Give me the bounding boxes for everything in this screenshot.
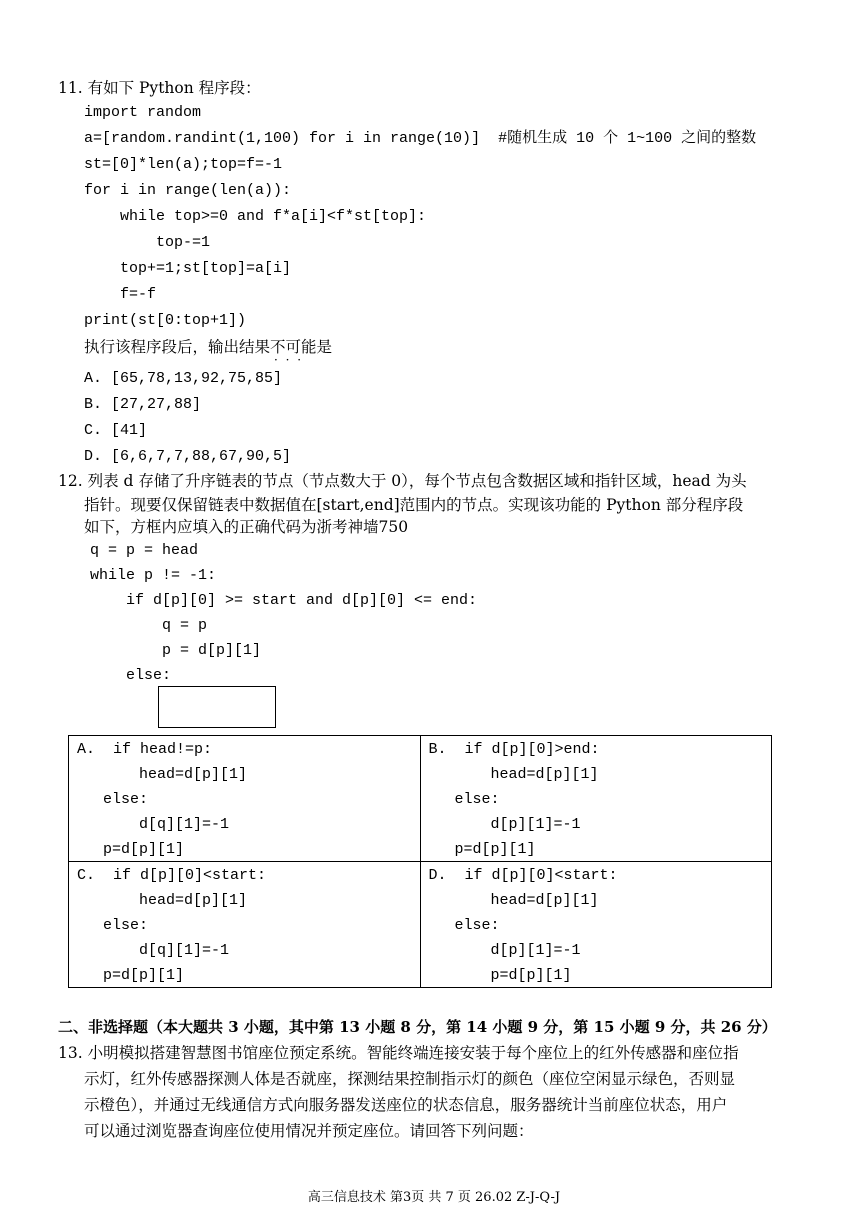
option-line: else: (103, 791, 149, 808)
q11-code-line: top+=1;st[top]=a[i] (84, 260, 292, 277)
option-line: head=d[p][1] (490, 892, 599, 909)
q12-option-d (420, 862, 772, 988)
q12-stem-line: 12. 列表 d 存储了升序链表的节点（节点数大于 0），每个节点包含数据区域和指针区域，head 为头 (58, 472, 747, 490)
q12-code-line: while p != -1: (90, 567, 217, 584)
q12-code-line: p = d[p][1] (90, 642, 262, 659)
q12-stem-line: 指针。现要仅保留链表中数据值在[start,end]范围内的节点。实现该功能的 Python 部分程序段 (84, 496, 744, 514)
q12-options-table (68, 735, 772, 988)
option-line: head=d[p][1] (490, 766, 599, 783)
q11-option-a: A. [65,78,13,92,75,85] (84, 370, 283, 387)
option-line: B. if d[p][0]>end: (428, 741, 600, 758)
q11-question (84, 337, 332, 357)
q12-code-line: q = p = head (90, 542, 199, 559)
option-line: d[p][1]=-1 (490, 942, 581, 959)
q13-line: 可以通过浏览器查询座位使用情况并预定座位。请回答下列问题： (84, 1122, 534, 1140)
q13-line: 13. 小明模拟搭建智慧图书馆座位预定系统。智能终端连接安装于每个座位上的红外传感器和座位指 (58, 1044, 739, 1062)
q11-code-line: while top>=0 and f*a[i]<f*st[top]: (84, 208, 427, 225)
q11-option-c: C. [41] (84, 422, 148, 439)
option-line: D. if d[p][0]<start: (428, 867, 618, 884)
q12-code-line: q = p (90, 617, 208, 634)
option-line: head=d[p][1] (139, 766, 248, 783)
option-line: d[q][1]=-1 (139, 942, 230, 959)
q11-question-prefix: 执行该程序段后，输出结果 (84, 338, 271, 356)
q12-stem-line: 如下，方框内应填入的正确代码为浙考神墙750 (84, 518, 409, 536)
option-line: p=d[p][1] (103, 967, 185, 984)
option-line: p=d[p][1] (103, 841, 185, 858)
option-line: C. if d[p][0]<start: (77, 867, 267, 884)
q11-option-d: D. [6,6,7,7,88,67,90,5] (84, 448, 292, 465)
option-line: else: (454, 917, 500, 934)
q11-question-emphasis: 不可能 · · · (270, 338, 317, 356)
option-line: head=d[p][1] (139, 892, 248, 909)
q12-code-line: if d[p][0] >= start and d[p][0] <= end: (90, 592, 478, 609)
q11-code-line: for i in range(len(a)): (84, 182, 292, 199)
q12-code-line: else: (90, 667, 172, 684)
page-footer: 高三信息技术 第3页 共 7 页 26.02 Z-J-Q-J (307, 1190, 561, 1205)
answer-blank-box (158, 686, 276, 728)
q12-option-b (420, 736, 772, 862)
q11-code-line: f=-f (84, 286, 157, 303)
q11-code-line: print(st[0:top+1]) (84, 312, 247, 329)
q11-code-line: a=[random.randint(1,100) for i in range(10)] #随机生成 10 个 1~100 之间的整数 (84, 130, 757, 147)
q11-option-b: B. [27,27,88] (84, 396, 202, 413)
q13-line: 示橙色），并通过无线通信方式向服务器发送座位的状态信息，服务器统计当前座位状态，用户 (84, 1096, 728, 1114)
option-line: d[p][1]=-1 (490, 816, 581, 833)
q11-code-line: top-=1 (84, 234, 211, 251)
option-line: p=d[p][1] (490, 967, 572, 984)
q11-heading: 11. 有如下 Python 程序段： (58, 79, 261, 97)
q11-code-line: st=[0]*len(a);top=f=-1 (84, 156, 283, 173)
q12-option-a (69, 736, 421, 862)
option-line: else: (454, 791, 500, 808)
section-heading: 二、非选择题（本大题共 3 小题，其中第 13 小题 8 分，第 14 小题 9 分，第 15 小题 9 分，共 26 分） (58, 1018, 777, 1036)
option-line: p=d[p][1] (454, 841, 536, 858)
q12-option-c (69, 862, 421, 988)
q11-question-suffix: 是 (316, 338, 333, 356)
option-line: else: (103, 917, 149, 934)
q11-code-line: import random (84, 104, 202, 121)
option-line: A. if head!=p: (77, 741, 213, 758)
q13-line: 示灯，红外传感器探测人体是否就座，探测结果控制指示灯的颜色（座位空闲显示绿色，否则显 (84, 1070, 736, 1088)
option-line: d[q][1]=-1 (139, 816, 230, 833)
